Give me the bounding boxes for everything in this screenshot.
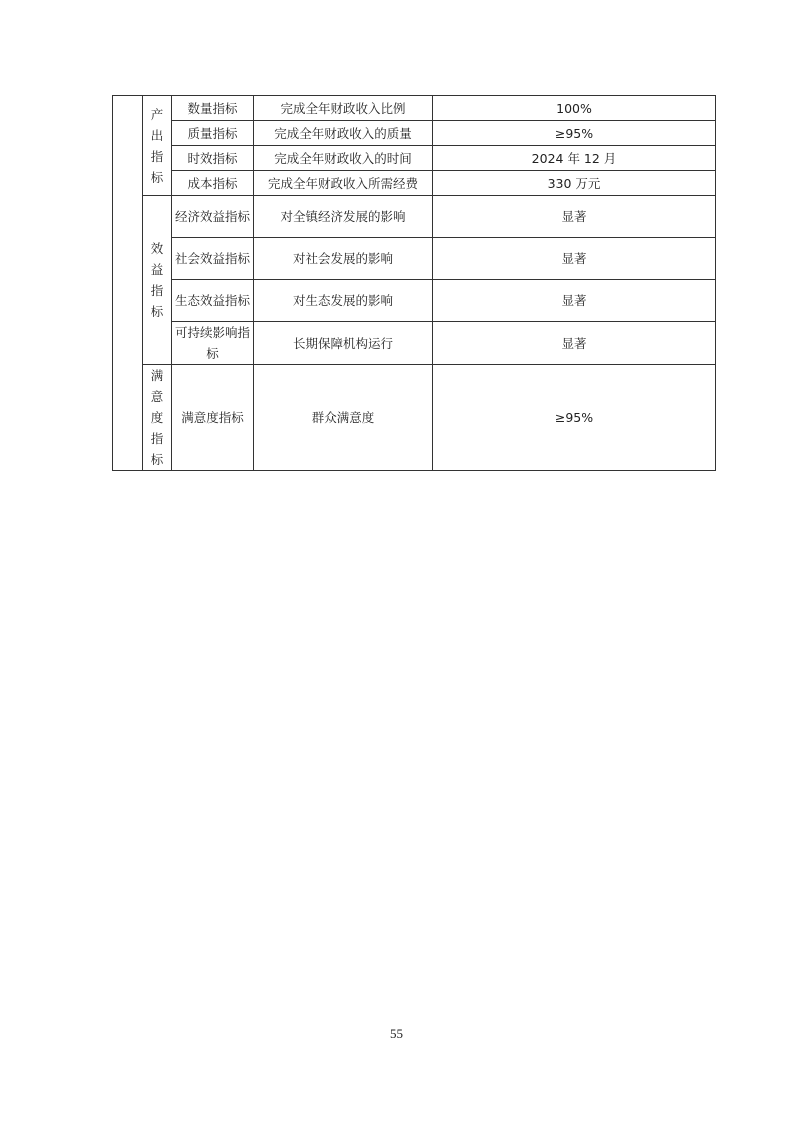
outer-blank-cell (113, 96, 143, 471)
category-char: 意 (150, 389, 164, 404)
table-row (113, 280, 716, 322)
indicator-cell: 数量指标 (172, 96, 254, 121)
content-cell: 完成全年财政收入所需经费 (254, 171, 433, 196)
content-cell: 长期保障机构运行 (254, 322, 433, 365)
content-cell: 完成全年财政收入的时间 (254, 146, 433, 171)
target-cell: ≥95% (433, 365, 716, 471)
table-row (113, 146, 716, 171)
indicator-cell: 时效指标 (172, 146, 254, 171)
content-cell: 对生态发展的影响 (254, 280, 433, 322)
page-number: 55 (390, 1026, 403, 1041)
category-char: 标 (150, 169, 164, 185)
content-cell: 对社会发展的影响 (254, 238, 433, 280)
category-cell-benefit (143, 196, 172, 365)
table-row (113, 171, 716, 196)
indicator-cell: 质量指标 (172, 121, 254, 146)
target-cell: 显著 (433, 238, 716, 280)
indicator-cell: 经济效益指标 (172, 196, 254, 238)
performance-indicator-table (112, 95, 716, 471)
target-cell: 100% (433, 96, 716, 121)
category-char: 效 (150, 241, 164, 256)
target-cell: 2024 年 12 月 (433, 146, 716, 171)
table-row (113, 96, 716, 121)
indicator-cell: 社会效益指标 (172, 238, 254, 280)
category-cell-satisfaction (143, 365, 172, 471)
category-char: 标 (150, 304, 164, 319)
target-cell: 显著 (433, 196, 716, 238)
target-cell: 显著 (433, 322, 716, 365)
indicator-cell: 满意度指标 (172, 365, 254, 471)
table-row (113, 238, 716, 280)
table-row (113, 121, 716, 146)
target-cell: ≥95% (433, 121, 716, 146)
category-cell-output (143, 96, 172, 196)
target-cell: 330 万元 (433, 171, 716, 196)
content-cell: 群众满意度 (254, 365, 433, 471)
category-char: 度 (150, 410, 164, 425)
indicator-cell: 成本指标 (172, 171, 254, 196)
category-char: 指 (150, 283, 164, 298)
category-char: 出 (150, 127, 164, 143)
indicator-cell: 生态效益指标 (172, 280, 254, 322)
category-char: 满 (150, 368, 164, 383)
category-char: 益 (150, 262, 164, 277)
content-cell: 完成全年财政收入的质量 (254, 121, 433, 146)
category-char: 标 (150, 452, 164, 467)
category-char: 指 (150, 431, 164, 446)
table-row (113, 322, 716, 365)
indicator-cell: 可持续影响指标 (172, 322, 254, 365)
content-cell: 完成全年财政收入比例 (254, 96, 433, 121)
table-row (113, 196, 716, 238)
table-row (113, 365, 716, 471)
category-char: 产 (150, 106, 164, 122)
category-char: 指 (150, 148, 164, 164)
content-cell: 对全镇经济发展的影响 (254, 196, 433, 238)
target-cell: 显著 (433, 280, 716, 322)
